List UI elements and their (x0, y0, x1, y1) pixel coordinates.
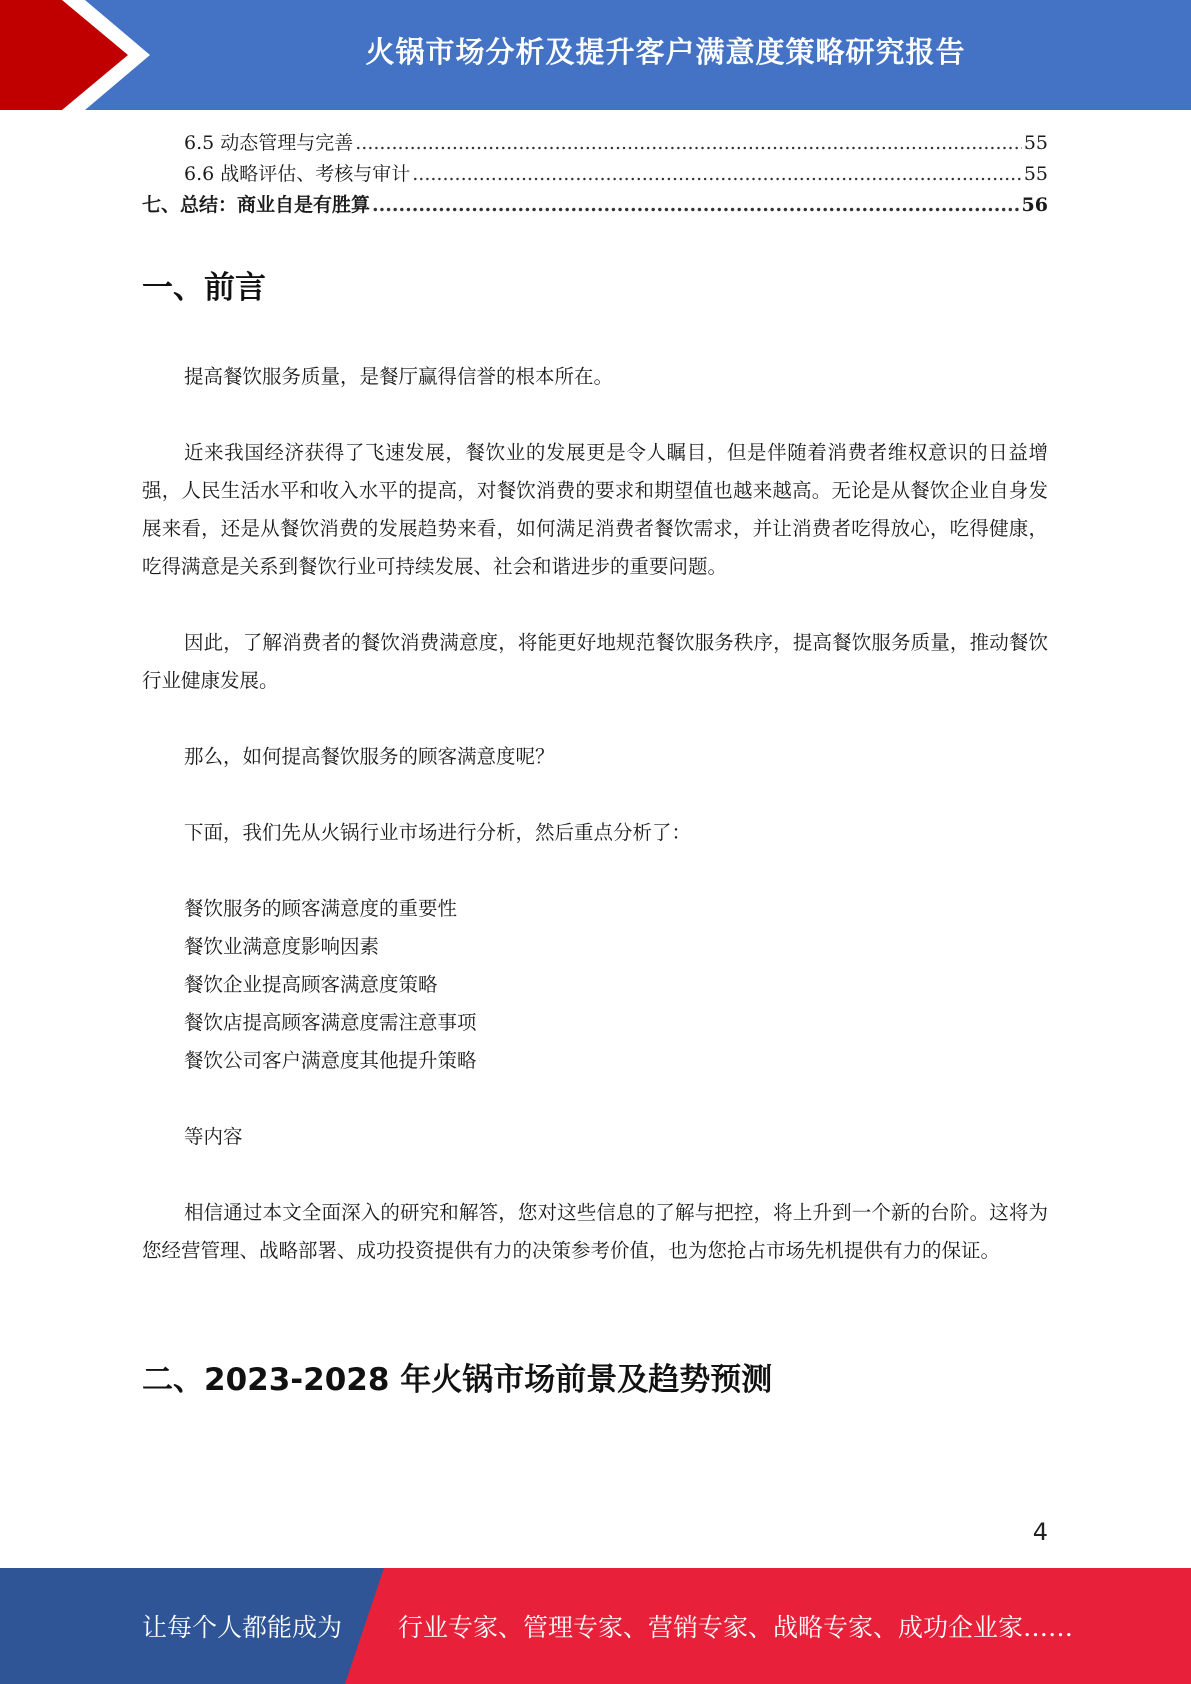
toc-leader-dots (355, 128, 1022, 159)
list-item: 餐饮企业提高顾客满意度策略 (184, 973, 438, 996)
toc-entry-label: 6.6 战略评估、考核与审计 (184, 163, 411, 185)
paragraph: 因此，了解消费者的餐饮消费满意度，将能更好地规范餐饮服务秩序，提高餐饮服务质量，推动餐饮行业健康发展。 (142, 631, 1048, 692)
paragraph: 那么，如何提高餐饮服务的顾客满意度呢？ (184, 745, 555, 768)
toc-entry-label: 6.5 动态管理与完善 (184, 132, 354, 154)
paragraph: 提高餐饮服务质量，是餐厅赢得信誉的根本所在。 (184, 365, 614, 388)
list-item: 餐饮店提高顾客满意度需注意事项 (184, 1011, 477, 1034)
header-arrow-decoration (0, 0, 160, 110)
toc-leader-dots (372, 190, 1020, 221)
toc-entry[interactable] (142, 128, 1048, 159)
page-footer (0, 1568, 1191, 1684)
toc-leader-dots (412, 159, 1022, 190)
section-heading-forecast: 二、2023-2028 年火锅市场前景及趋势预测 (142, 1362, 773, 1398)
toc-entry-page: 56 (1021, 194, 1048, 216)
page-header (0, 0, 1191, 110)
table-of-contents (142, 128, 1048, 221)
header-title: 火锅市场分析及提升客户满意度策略研究报告 (365, 34, 966, 69)
section-heading-preface: 一、前言 (142, 270, 266, 306)
list-item: 餐饮公司客户满意度其他提升策略 (184, 1049, 477, 1072)
preface-body (142, 358, 1048, 1270)
list-item: 餐饮业满意度影响因素 (184, 935, 380, 958)
paragraph: 下面，我们先从火锅行业市场进行分析，然后重点分析了： (184, 821, 692, 844)
paragraph: 相信通过本文全面深入的研究和解答，您对这些信息的了解与把控，将上升到一个新的台阶。这将为您经营管理、战略部署、成功投资提供有力的决策参考价值，也为您抢占市场先机提供有力的保证。 (142, 1201, 1048, 1262)
toc-entry-page: 55 (1023, 163, 1048, 185)
toc-entry[interactable] (142, 190, 1048, 221)
toc-entry[interactable] (142, 159, 1048, 190)
toc-entry-label: 七、总结：商业自是有胜算 (142, 194, 371, 216)
toc-entry-page: 55 (1023, 132, 1048, 154)
page-number: 4 (1032, 1518, 1048, 1546)
footer-slogan-left: 让每个人都能成为 (142, 1613, 343, 1642)
footer-slogan-right: 行业专家、管理专家、营销专家、战略专家、成功企业家…… (398, 1613, 1074, 1642)
list-item: 餐饮服务的顾客满意度的重要性 (184, 897, 458, 920)
topic-list (142, 890, 1048, 1080)
paragraph: 等内容 (184, 1125, 243, 1148)
paragraph: 近来我国经济获得了飞速发展，餐饮业的发展更是令人瞩目，但是伴随着消费者维权意识的日益增强，人民生活水平和收入水平的提高，对餐饮消费的要求和期望值也越来越高。无论是从餐饮企业自身发展来看，还是从餐饮消费的发展趋势来看，如何满足消费者餐饮需求，并让消费者吃得放心，吃得健康，吃得满意是关系到餐饮行业可持续发展、社会和谐进步的重要问题。 (142, 441, 1048, 578)
